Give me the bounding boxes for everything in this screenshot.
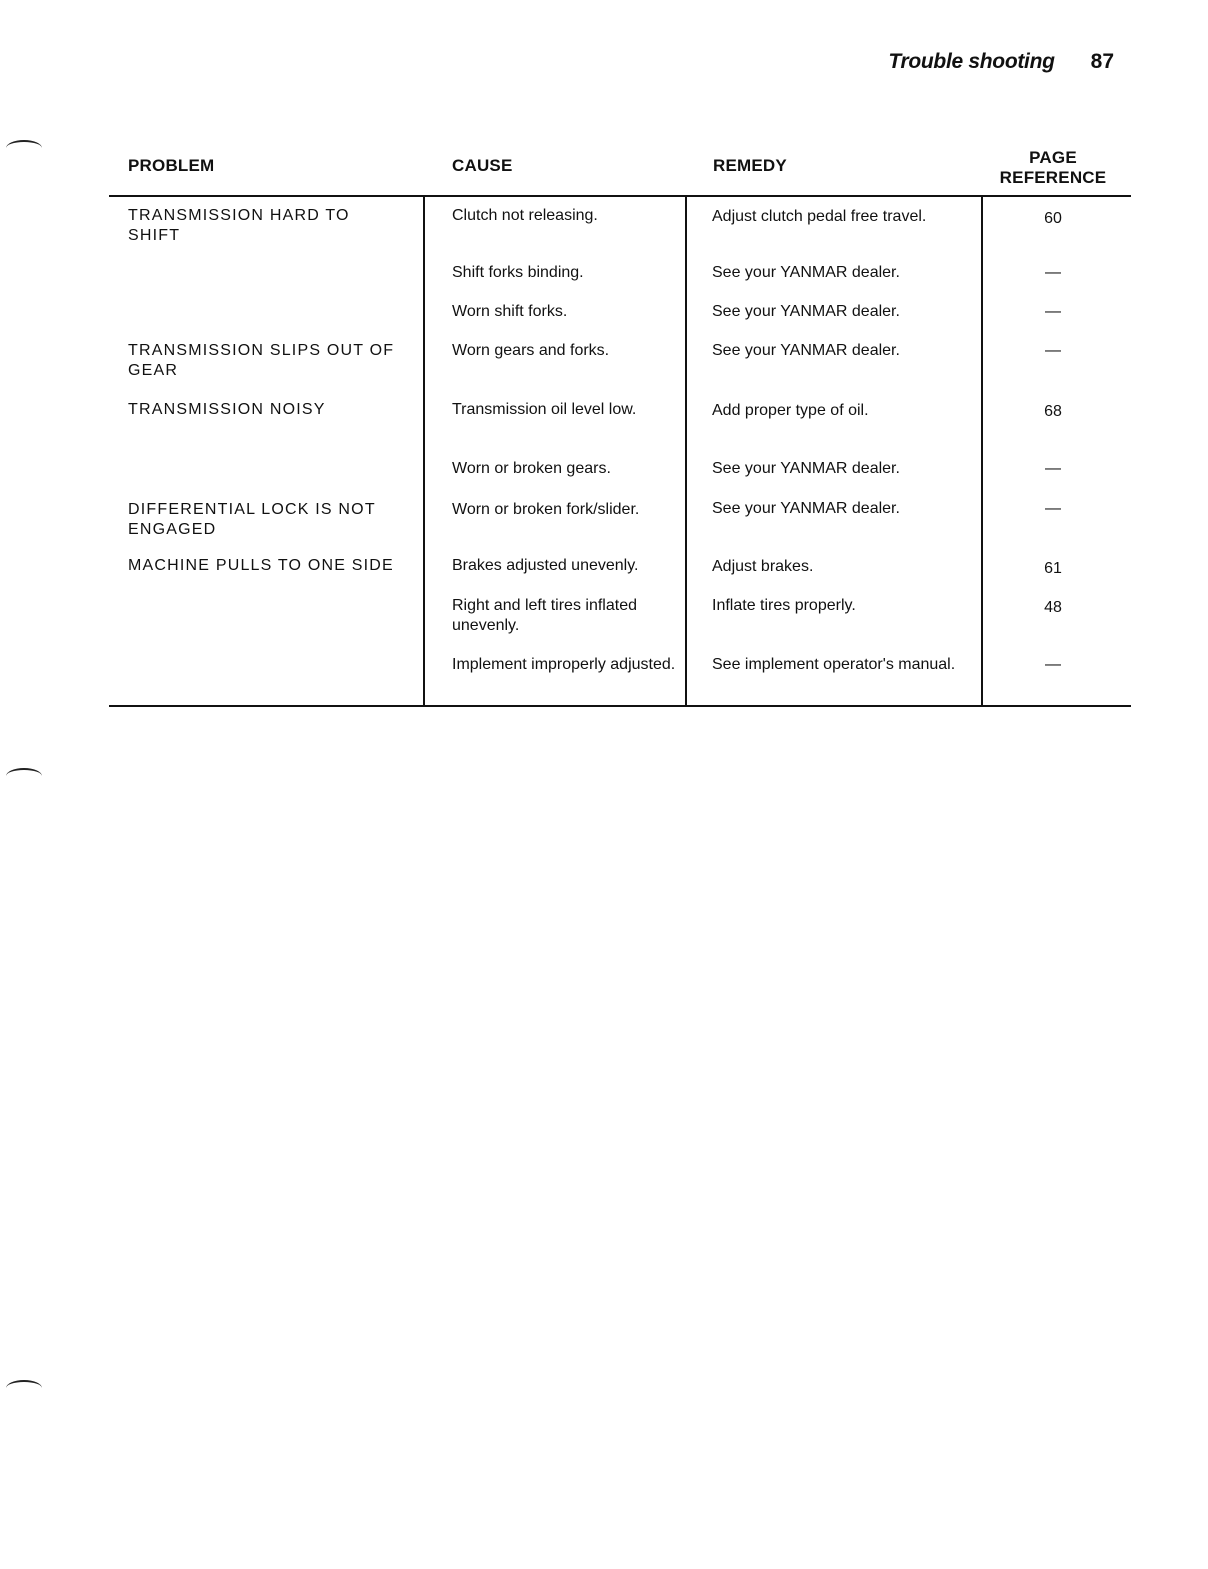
- binder-hole-mark: [6, 768, 42, 784]
- table-header: [109, 140, 1131, 197]
- remedy-cell: Add proper type of oil.: [712, 402, 869, 419]
- page-reference-cell: 68: [1044, 403, 1062, 420]
- cause-cell: Implement improperly adjusted.: [452, 656, 676, 673]
- column-header-page-reference: [983, 148, 1123, 188]
- cause-cell: Transmission oil level low.: [452, 401, 637, 418]
- page-reference-cell: 48: [1044, 599, 1062, 616]
- page-reference-cell: —: [1045, 264, 1061, 281]
- page-number: 87: [1090, 50, 1114, 73]
- page-reference-cell: —: [1045, 656, 1061, 673]
- cause-cell: Worn gears and forks.: [452, 342, 610, 359]
- remedy-cell: See implement operator's manual.: [712, 656, 956, 673]
- problem-cell: TRANSMISSION SLIPS OUT OF GEAR: [128, 342, 395, 379]
- cause-cell: Clutch not releasing.: [452, 207, 598, 224]
- page-reference-cell: —: [1045, 500, 1061, 517]
- table-body: [109, 197, 1131, 707]
- column-divider: [423, 197, 425, 705]
- problem-cell: MACHINE PULLS TO ONE SIDE: [128, 557, 394, 574]
- page-reference-cell: —: [1045, 303, 1061, 320]
- page-title: Trouble shooting: [888, 50, 1055, 73]
- problem-cell: TRANSMISSION NOISY: [128, 401, 326, 418]
- column-header-remedy: REMEDY: [713, 156, 787, 175]
- cause-cell: Right and left tires inflated unevenly.: [452, 597, 637, 634]
- remedy-cell: Inflate tires properly.: [712, 597, 856, 614]
- binder-hole-mark: [6, 1380, 42, 1396]
- binder-hole-mark: [6, 140, 42, 156]
- remedy-cell: See your YANMAR dealer.: [712, 342, 900, 359]
- remedy-cell: See your YANMAR dealer.: [712, 303, 900, 320]
- column-header-page: PAGE: [1029, 148, 1077, 167]
- cause-cell: Worn shift forks.: [452, 303, 568, 320]
- column-header-cause: CAUSE: [452, 156, 513, 175]
- column-header-problem: PROBLEM: [128, 156, 215, 175]
- troubleshooting-table: [109, 140, 1131, 707]
- cause-cell: Worn or broken fork/slider.: [452, 501, 640, 518]
- page-reference-cell: 60: [1044, 210, 1062, 227]
- page-reference-cell: —: [1045, 460, 1061, 477]
- remedy-cell: See your YANMAR dealer.: [712, 264, 900, 281]
- cause-cell: Worn or broken gears.: [452, 460, 611, 477]
- page-reference-cell: —: [1045, 342, 1061, 359]
- cause-cell: Shift forks binding.: [452, 264, 584, 281]
- remedy-cell: Adjust clutch pedal free travel.: [712, 208, 927, 225]
- column-divider: [685, 197, 687, 705]
- problem-cell: DIFFERENTIAL LOCK IS NOT ENGAGED: [128, 501, 376, 538]
- remedy-cell: See your YANMAR dealer.: [712, 460, 900, 477]
- problem-cell: TRANSMISSION HARD TO SHIFT: [128, 207, 350, 244]
- remedy-cell: See your YANMAR dealer.: [712, 500, 900, 517]
- column-header-reference: REFERENCE: [999, 168, 1107, 187]
- cause-cell: Brakes adjusted unevenly.: [452, 557, 639, 574]
- page-header: [888, 50, 1114, 74]
- remedy-cell: Adjust brakes.: [712, 558, 814, 575]
- page-reference-cell: 61: [1044, 560, 1062, 577]
